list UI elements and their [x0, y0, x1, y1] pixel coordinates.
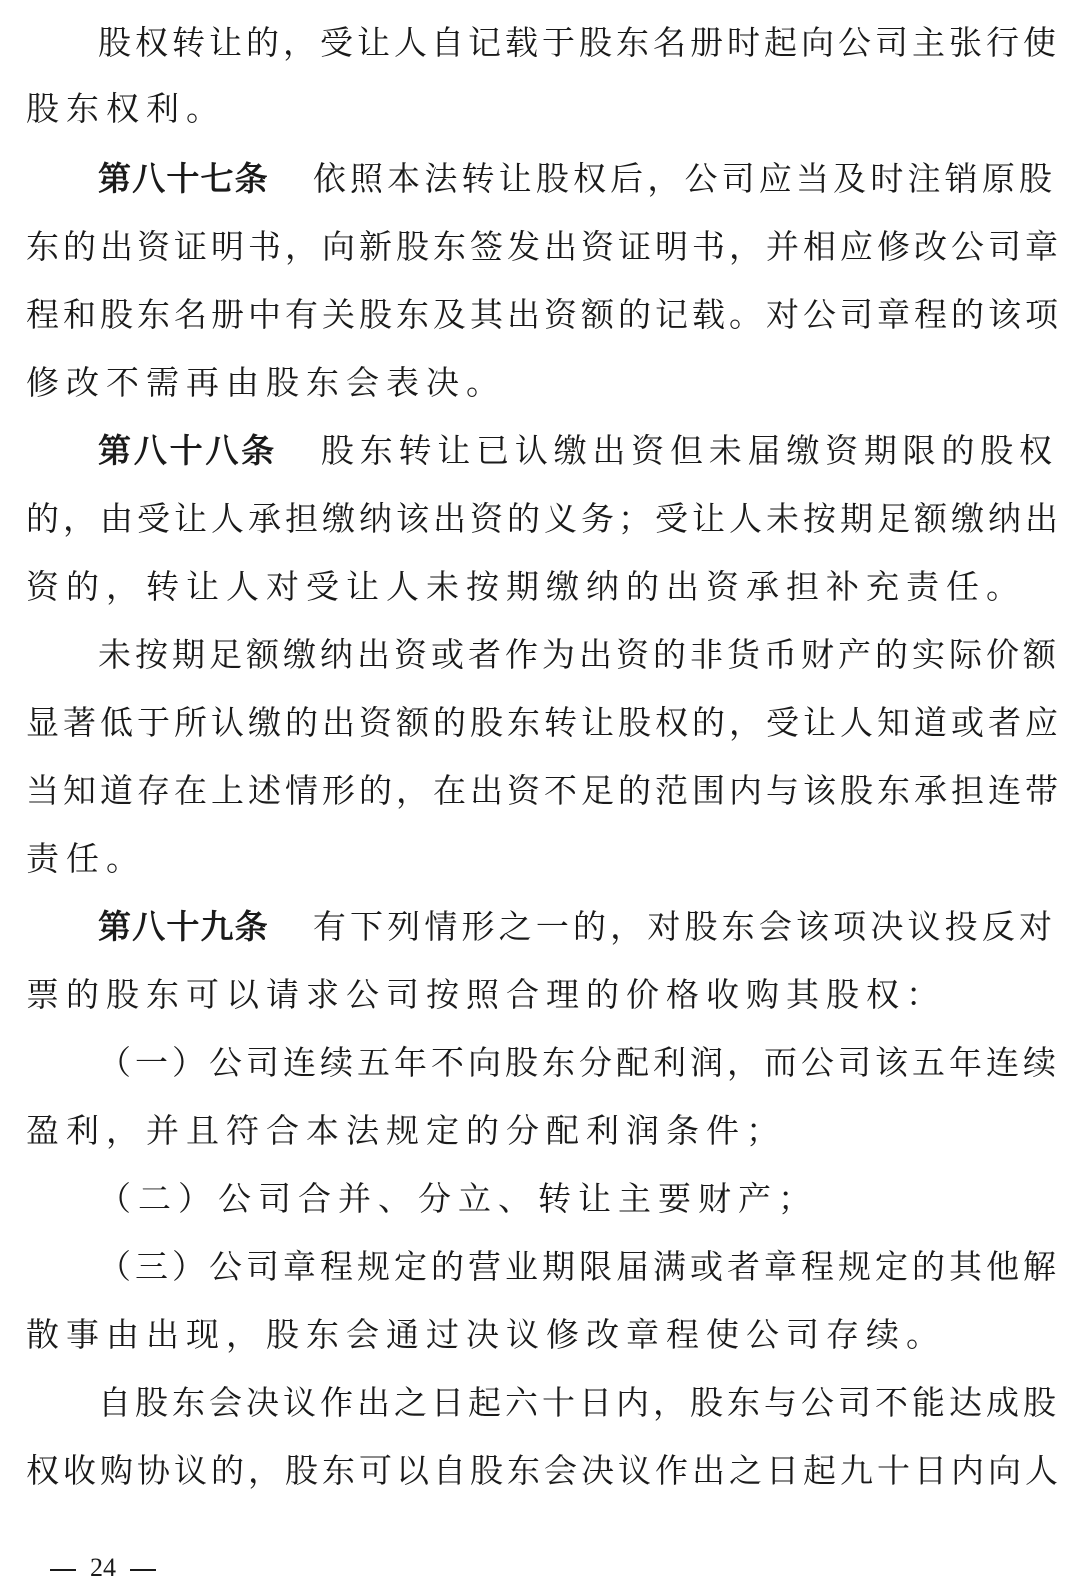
article-89-paragraph: 第八十九条 有下列情形之一的，对股东会该项决议投反对 — [98, 907, 1057, 946]
footer-dash-left — [50, 1569, 76, 1571]
text-line: 自股东会决议作出之日起六十日内，股东与公司不能达成股 — [98, 1383, 1060, 1422]
text-line: （三）公司章程规定的营业期限届满或者章程规定的其他解 — [98, 1247, 1060, 1286]
article-88-heading: 第八十八条 — [98, 431, 277, 470]
text-line: 修改不需再由股东会表决。 — [26, 363, 506, 402]
text-line: 股权转让的，受让人自记载于股东名册时起向公司主张行使 — [98, 23, 1060, 62]
text-line: （二）公司合并、分立、转让主要财产； — [98, 1179, 818, 1218]
text-line: 显著低于所认缴的出资额的股东转让股权的，受让人知道或者应 — [26, 703, 1062, 742]
text-line: 程和股东名册中有关股东及其出资额的记载。对公司章程的该项 — [26, 295, 1062, 334]
page-footer — [36, 1548, 170, 1588]
article-88-paragraph: 第八十八条 股东转让已认缴出资但未届缴资期限的股权 — [98, 431, 1057, 470]
text-line: 当知道存在上述情形的，在出资不足的范围内与该股东承担连带 — [26, 771, 1062, 810]
text-line: （一）公司连续五年不向股东分配利润，而公司该五年连续 — [98, 1043, 1060, 1082]
text-line: 未按期足额缴纳出资或者作为出资的非货币财产的实际价额 — [98, 635, 1060, 674]
article-87-paragraph: 第八十七条 依照本法转让股权后，公司应当及时注销原股 — [98, 159, 1057, 198]
text-line: 散事由出现，股东会通过决议修改章程使公司存续。 — [26, 1315, 946, 1354]
text-line: 资的，转让人对受让人未按期缴纳的出资承担补充责任。 — [26, 567, 1026, 606]
text-line: 的，由受让人承担缴纳该出资的义务；受让人未按期足额缴纳出 — [26, 499, 1062, 538]
text-line: 盈利，并且符合本法规定的分配利润条件； — [26, 1111, 786, 1150]
text-line: 股东权利。 — [26, 89, 226, 128]
text-line: 东的出资证明书，向新股东签发出资证明书，并相应修改公司章 — [26, 227, 1062, 266]
page-number: 24 — [90, 1553, 116, 1582]
text-line: 权收购协议的，股东可以自股东会决议作出之日起九十日内向人 — [26, 1451, 1062, 1490]
article-89-heading: 第八十九条 — [98, 907, 269, 946]
text-line: 责任。 — [26, 839, 146, 878]
footer-dash-right — [130, 1569, 156, 1571]
text-line: 票的股东可以请求公司按照合理的价格收购其股权： — [26, 975, 946, 1014]
article-87-heading: 第八十七条 — [98, 159, 269, 198]
